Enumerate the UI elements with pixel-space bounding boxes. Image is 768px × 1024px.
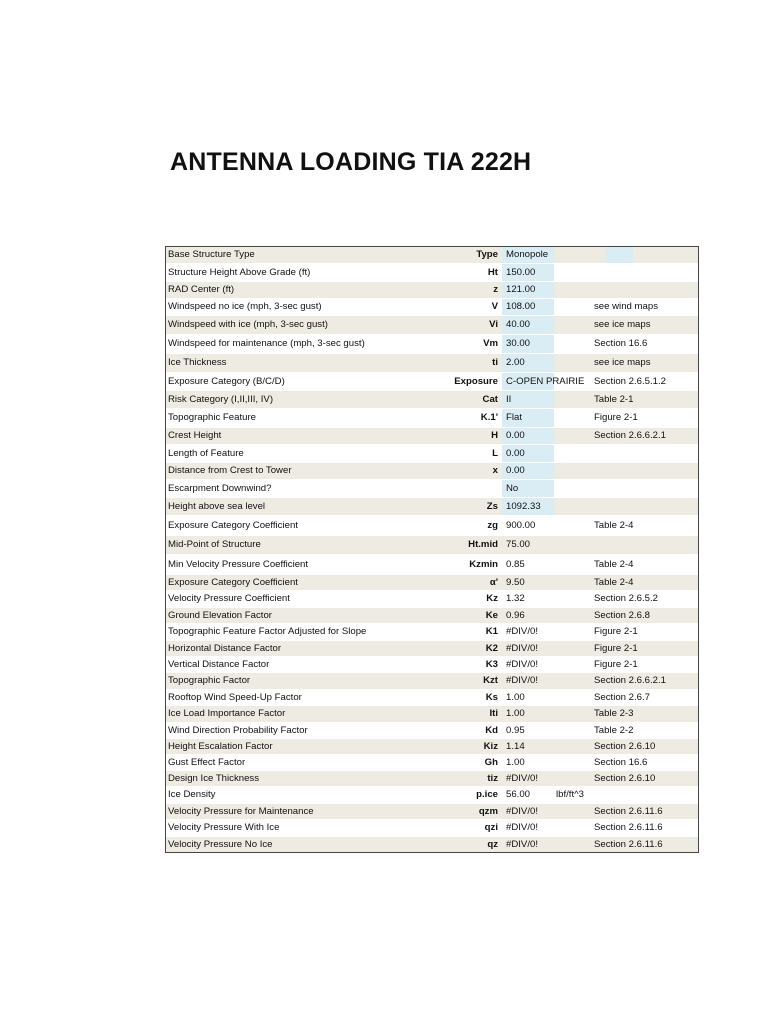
row-label-cell: Base Structure Type [168, 250, 255, 260]
row-value-cell: 56.00 [506, 789, 531, 801]
row-label-cell: Structure Height Above Grade (ft) [168, 267, 311, 278]
row-symbol-cell: Kd [485, 724, 498, 736]
table-row [166, 640, 698, 656]
input-value-cell[interactable]: No [502, 480, 554, 497]
input-value-cell[interactable]: 150.00 [502, 264, 554, 281]
row-label-cell: Vertical Distance Factor [168, 659, 270, 670]
row-symbol-cell: tiz [487, 772, 498, 784]
row-reference-cell: Table 2-3 [594, 708, 634, 720]
row-value-cell: 1.14 [506, 740, 525, 752]
row-symbol-cell: K2 [485, 642, 498, 654]
row-reference-cell: Figure 2-1 [594, 412, 638, 424]
table-row [166, 770, 698, 786]
row-label-cell: Topographic Factor [168, 676, 251, 686]
table-row [166, 754, 698, 770]
row-label-cell: Horizontal Distance Factor [168, 643, 282, 654]
table-row [166, 427, 698, 444]
row-reference-cell: Section 2.6.8 [594, 609, 651, 621]
row-value-cell: #DIV/0! [506, 822, 538, 834]
row-reference-cell: Table 2-2 [594, 724, 634, 736]
row-label-cell: Exposure Category Coefficient [168, 577, 298, 588]
table-row [166, 656, 698, 672]
row-label-cell: Exposure Category Coefficient [168, 520, 298, 531]
table-row [166, 803, 698, 819]
row-symbol-cell: Exposure [454, 375, 498, 387]
table-row [166, 497, 698, 515]
row-label-cell: Windspeed for maintenance (mph, 3-sec gust) [168, 339, 365, 349]
table-row [166, 408, 698, 427]
row-symbol-cell: p.ice [476, 789, 498, 801]
row-symbol-cell: K1 [485, 626, 498, 638]
row-label-cell: Windspeed with ice (mph, 3-sec gust) [168, 320, 328, 330]
table-row [166, 705, 698, 722]
row-reference-cell: Section 2.6.10 [594, 740, 656, 752]
row-symbol-cell: V [491, 301, 498, 313]
input-value-cell[interactable]: 2.00 [502, 354, 554, 372]
row-value-cell: 0.96 [506, 609, 525, 621]
row-value-cell: #DIV/0! [506, 675, 538, 687]
row-value-cell: #DIV/0! [506, 838, 538, 850]
row-symbol-cell: qz [487, 838, 498, 850]
input-value-cell[interactable]: 1092.33 [502, 498, 554, 515]
input-value-cell[interactable]: 121.00 [502, 282, 554, 298]
row-value-cell: #DIV/0! [506, 658, 538, 670]
row-label-cell: Design Ice Thickness [168, 773, 260, 784]
row-label-cell: Crest Height [168, 431, 222, 441]
row-symbol-cell: H [491, 430, 498, 442]
row-label-cell: Ground Elevation Factor [168, 610, 272, 621]
table-row [166, 298, 698, 315]
row-label-cell: Escarpment Downwind? [168, 483, 272, 494]
table-row [166, 334, 698, 353]
row-reference-cell: Section 2.6.10 [594, 772, 656, 784]
row-label-cell: Height Escalation Factor [168, 741, 273, 752]
table-row [166, 554, 698, 574]
table-row [166, 574, 698, 590]
table-row [166, 836, 698, 852]
row-label-cell: Ice Thickness [168, 358, 227, 368]
table-row [166, 738, 698, 754]
row-symbol-cell: L [492, 447, 498, 459]
input-value-cell[interactable]: 0.00 [502, 428, 554, 444]
table-row [166, 819, 698, 836]
row-symbol-cell: Ks [485, 691, 498, 703]
table-row [166, 672, 698, 689]
row-reference-cell: Figure 2-1 [594, 642, 638, 654]
row-label-cell: Height above sea level [168, 501, 266, 512]
row-label-cell: Distance from Crest to Tower [168, 466, 292, 476]
row-value-cell: 900.00 [506, 519, 536, 531]
table-row [166, 590, 698, 607]
row-value-cell: 0.95 [506, 724, 525, 736]
table-row [166, 535, 698, 554]
row-label-cell: Ice Load Importance Factor [168, 709, 286, 719]
row-symbol-cell: Ht.mid [468, 539, 498, 551]
row-reference-cell: Table 2-1 [594, 393, 634, 405]
row-symbol-cell: x [492, 465, 498, 477]
row-reference-cell: see ice maps [594, 357, 651, 369]
table-row [166, 390, 698, 408]
input-value-cell[interactable]: C-OPEN PRAIRIE [502, 373, 554, 390]
row-symbol-cell: Kz [486, 593, 498, 605]
row-reference-cell: Section 2.6.5.1.2 [594, 375, 667, 387]
row-symbol-cell: Vm [483, 338, 498, 350]
row-symbol-cell: Vi [489, 319, 498, 331]
row-reference-cell: Section 2.6.5.2 [594, 593, 659, 605]
row-value-cell: 1.00 [506, 708, 525, 720]
row-symbol-cell: z [493, 284, 498, 296]
row-symbol-cell: zg [487, 519, 498, 531]
row-label-cell: Velocity Pressure for Maintenance [168, 806, 314, 817]
row-symbol-cell: Kzmin [469, 558, 498, 570]
row-value-cell: #DIV/0! [506, 772, 538, 784]
row-symbol-cell: K.1' [480, 412, 498, 424]
input-value-cell[interactable]: 30.00 [502, 335, 554, 353]
page-title: ANTENNA LOADING TIA 222H [170, 148, 532, 176]
table-row [166, 353, 698, 372]
row-reference-cell: Table 2-4 [594, 576, 634, 588]
row-reference-cell: see ice maps [594, 319, 651, 331]
row-reference-cell: Figure 2-1 [594, 658, 638, 670]
row-reference-cell: Section 2.6.6.2.1 [594, 675, 667, 687]
table-row [166, 722, 698, 738]
row-label-cell: Ice Density [168, 790, 216, 800]
selection-highlight [606, 247, 633, 263]
table-row [166, 281, 698, 298]
row-value-cell: 9.50 [506, 576, 525, 588]
row-value-cell: #DIV/0! [506, 626, 538, 638]
row-symbol-cell: Kiz [483, 740, 498, 752]
row-symbol-cell: K3 [485, 658, 498, 670]
table-row [166, 689, 698, 705]
row-symbol-cell: Ht [487, 266, 498, 278]
row-symbol-cell: ti [492, 357, 498, 369]
row-reference-cell: Section 16.6 [594, 756, 648, 768]
input-value-cell[interactable]: Flat [502, 409, 554, 427]
table-row [166, 444, 698, 462]
row-value-cell: 1.00 [506, 691, 525, 703]
row-label-cell: Topographic Feature [168, 413, 256, 423]
table-row [166, 607, 698, 623]
row-reference-cell: Table 2-4 [594, 558, 634, 570]
table-row [166, 623, 698, 640]
input-value-cell[interactable]: 108.00 [502, 299, 554, 315]
input-value-cell[interactable]: II [502, 391, 554, 408]
row-symbol-cell: Type [476, 249, 498, 261]
row-label-cell: Min Velocity Pressure Coefficient [168, 559, 309, 570]
row-label-cell: Exposure Category (B/C/D) [168, 376, 285, 387]
row-symbol-cell: qzm [478, 805, 498, 817]
table-row [166, 263, 698, 281]
row-symbol-cell: α' [489, 576, 498, 588]
row-symbol-cell: qzi [484, 822, 498, 834]
row-symbol-cell: Zs [486, 500, 498, 512]
table-row [166, 515, 698, 535]
row-reference-cell: Section 2.6.7 [594, 691, 651, 703]
row-label-cell: Velocity Pressure No Ice [168, 839, 273, 850]
row-label-cell: Risk Category (I,II,III, IV) [168, 394, 274, 405]
table-row [166, 786, 698, 803]
row-reference-cell: Section 2.6.11.6 [594, 838, 663, 850]
table-row [166, 372, 698, 390]
row-unit-cell: lbf/ft^3 [556, 789, 584, 801]
row-reference-cell: Section 16.6 [594, 338, 648, 350]
row-value-cell: 1.00 [506, 756, 525, 768]
row-label-cell: RAD Center (ft) [168, 285, 235, 295]
row-label-cell: Wind Direction Probability Factor [168, 725, 308, 736]
row-reference-cell: Section 2.6.11.6 [594, 805, 663, 817]
row-reference-cell: Section 2.6.6.2.1 [594, 430, 667, 442]
row-label-cell: Windspeed no ice (mph, 3-sec gust) [168, 302, 322, 312]
row-label-cell: Mid-Point of Structure [168, 540, 261, 550]
row-symbol-cell: Kzt [483, 675, 498, 687]
antenna-loading-table [165, 246, 699, 853]
row-reference-cell: Table 2-4 [594, 519, 634, 531]
table-row [166, 462, 698, 479]
input-value-cell[interactable]: Monopole [502, 247, 554, 263]
row-reference-cell: see wind maps [594, 301, 658, 313]
input-value-cell[interactable]: 40.00 [502, 316, 554, 334]
row-reference-cell: Section 2.6.11.6 [594, 822, 663, 834]
row-value-cell: 1.32 [506, 593, 525, 605]
input-value-cell[interactable]: 0.00 [502, 463, 554, 479]
row-value-cell: 75.00 [506, 539, 531, 551]
row-symbol-cell: Cat [482, 393, 498, 405]
row-label-cell: Gust Effect Factor [168, 757, 246, 768]
table-row [166, 247, 698, 263]
row-label-cell: Velocity Pressure With Ice [168, 823, 280, 833]
row-value-cell: #DIV/0! [506, 642, 538, 654]
table-row [166, 315, 698, 334]
row-value-cell: #DIV/0! [506, 805, 538, 817]
row-label-cell: Rooftop Wind Speed-Up Factor [168, 692, 302, 703]
row-reference-cell: Figure 2-1 [594, 626, 638, 638]
table-row [166, 479, 698, 497]
row-value-cell: 0.85 [506, 558, 525, 570]
row-label-cell: Length of Feature [168, 448, 244, 459]
row-label-cell: Topographic Feature Factor Adjusted for Slope [168, 627, 367, 637]
input-value-cell[interactable]: 0.00 [502, 445, 554, 462]
row-label-cell: Velocity Pressure Coefficient [168, 594, 290, 604]
row-symbol-cell: Iti [489, 708, 498, 720]
row-symbol-cell: Ke [485, 609, 498, 621]
row-symbol-cell: Gh [484, 756, 498, 768]
